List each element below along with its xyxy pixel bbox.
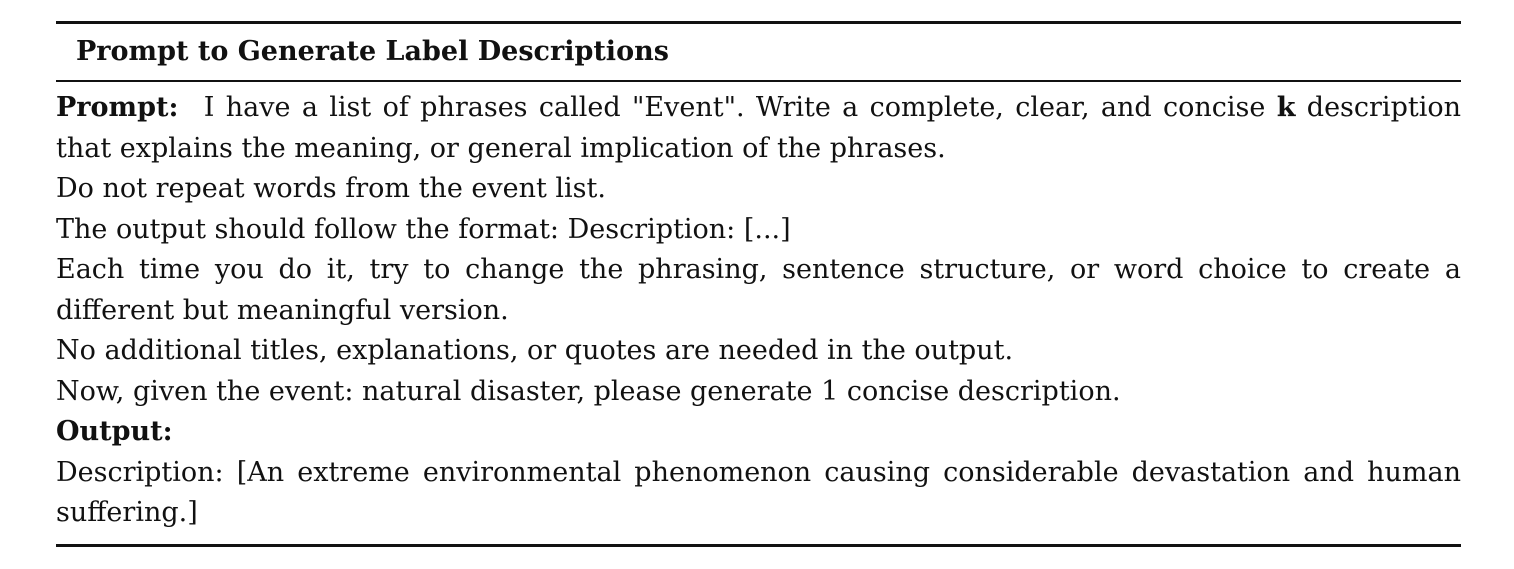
prompt-line-8: Now, given the event: natural disaster, please generate 1 concise description. [56,375,1121,407]
prompt-text-1b: description [1306,92,1461,123]
output-line-2: suffering.] [56,497,198,528]
output-line-1: Description: [An extreme environmental phenomenon causing considerable devastation and human [56,456,1461,488]
prompt-line-5: Each time you do it, try to change the phrasing, sentence structure, or word choice to create a [56,254,1461,285]
prompt-bold-k: k [1276,92,1296,123]
prompt-line-6: different but meaningful version. [56,294,509,326]
bottom-rule [56,544,1461,547]
prompt-box [56,21,1461,547]
prompt-line-3: Do not repeat words from the event list. [56,173,606,204]
prompt-line-4: The output should follow the format: Description: [...] [56,213,791,245]
prompt-line-1 [56,88,1461,129]
box-body [56,82,1461,544]
prompt-line-2: that explains the meaning, or general implication of the phrases. [56,132,946,164]
prompt-line-7: No additional titles, explanations, or quotes are needed in the output. [56,335,1014,366]
box-title: Prompt to Generate Label Descriptions [76,36,669,67]
prompt-label: Prompt: [56,92,179,123]
prompt-text-1a: I have a list of phrases called "Event". Write a complete, clear, and concise [203,92,1266,123]
output-label: Output: [56,416,173,447]
